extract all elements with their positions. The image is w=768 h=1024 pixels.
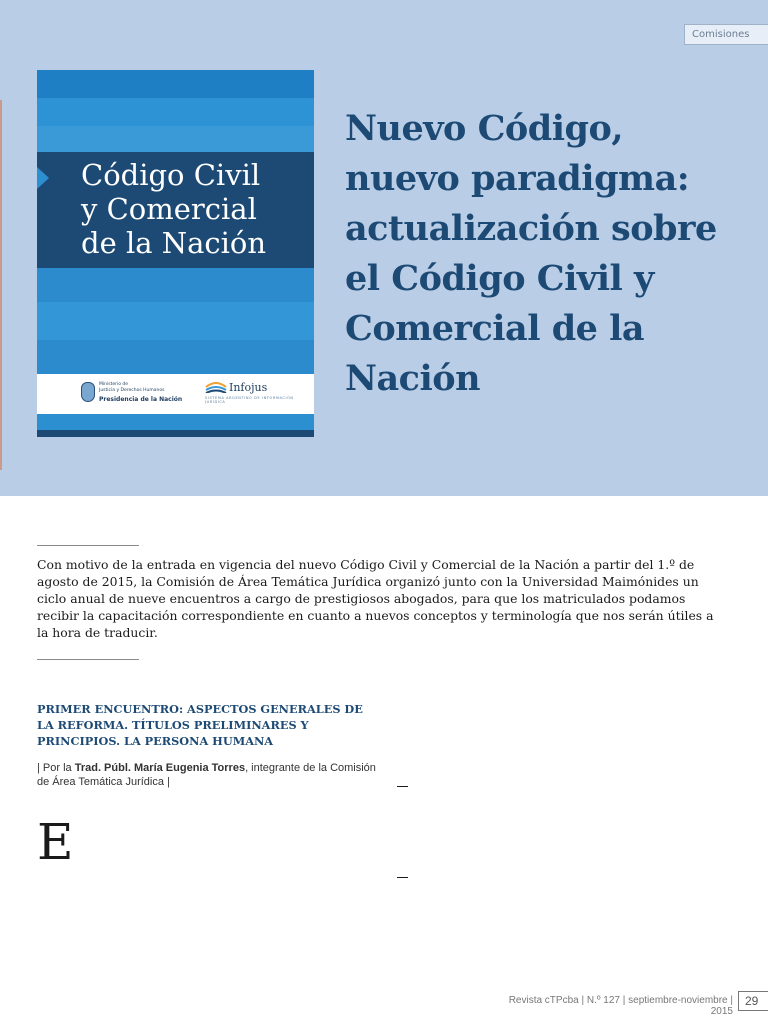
cover-title-line: Código Civil — [81, 158, 261, 192]
cover-arrow-icon — [37, 167, 49, 189]
section-tab: Comisiones — [684, 24, 768, 45]
ministry-line: Ministerio de — [99, 382, 129, 387]
byline-author: Trad. Públ. María Eugenia Torres — [74, 762, 246, 774]
infojus-label: Infojus — [229, 381, 268, 394]
presidencia-label: Presidencia de la Nación — [99, 396, 183, 403]
intro-paragraph: Con motivo de la entrada en vigencia del nuevo Código Civil y Comercial de la Nación a partir del 1.º de agosto de 2015, la Comisión de Área Temática Jurídica organizó junto con la Universidad Maimónides un ciclo anual de nueve encuentros a cargo de prestigiosos abogados, para que los matriculados podamos recibir la capacitación correspondiente en cuanto a nuevos conceptos y terminología que nos serán útiles a la hora de traducir. — [37, 557, 714, 640]
headline-line: Nación — [345, 358, 481, 399]
divider-rule — [37, 545, 139, 546]
cover-stripe — [37, 98, 314, 126]
cover-title — [81, 158, 311, 260]
byline-prefix: | Por la — [37, 762, 75, 774]
ministry-line: Justicia y Derechos Humanos — [99, 388, 165, 393]
drop-cap: E — [37, 813, 74, 871]
headline-line: Nuevo Código, — [345, 108, 624, 149]
byline — [37, 761, 382, 789]
cover-stripe — [37, 302, 314, 340]
article-headline — [345, 104, 745, 404]
argentina-crest-icon — [81, 382, 95, 402]
cover-title-line: y Comercial — [81, 192, 257, 226]
page-number: 29 — [738, 991, 768, 1011]
column-dash — [397, 877, 408, 878]
book-cover — [37, 70, 314, 437]
page-edge-mark — [0, 100, 2, 470]
section-heading: PRIMER ENCUENTRO: ASPECTOS GENERALES DE LA REFORMA. TÍTULOS PRELIMINARES Y PRINCIPIOS. LA PERSONA HUMANA — [37, 702, 363, 748]
cover-stripe — [37, 126, 314, 152]
cover-stripe — [37, 430, 314, 437]
headline-line: nuevo paradigma: — [345, 158, 690, 199]
page-footer-folio: Revista cTPcba | N.º 127 | septiembre-noviembre | 2015 — [508, 995, 733, 1017]
cover-stripe — [37, 70, 314, 98]
column-dash — [397, 786, 408, 787]
cover-stripe — [37, 414, 314, 430]
divider-rule — [37, 659, 139, 660]
ministry-label — [99, 382, 209, 394]
headline-line: el Código Civil y — [345, 258, 654, 299]
infojus-logo-icon — [205, 381, 227, 393]
headline-line: actualización sobre — [345, 208, 717, 249]
cover-title-line: de la Nación — [81, 226, 267, 260]
infojus-subtitle: SISTEMA ARGENTINO DE INFORMACIÓN JURÍDICA — [205, 396, 294, 404]
headline-line: Comercial de la — [345, 308, 645, 349]
cover-footer — [37, 374, 314, 414]
byline-suffix: , integrante de la Comisión de Área Temática Jurídica | — [37, 762, 376, 788]
